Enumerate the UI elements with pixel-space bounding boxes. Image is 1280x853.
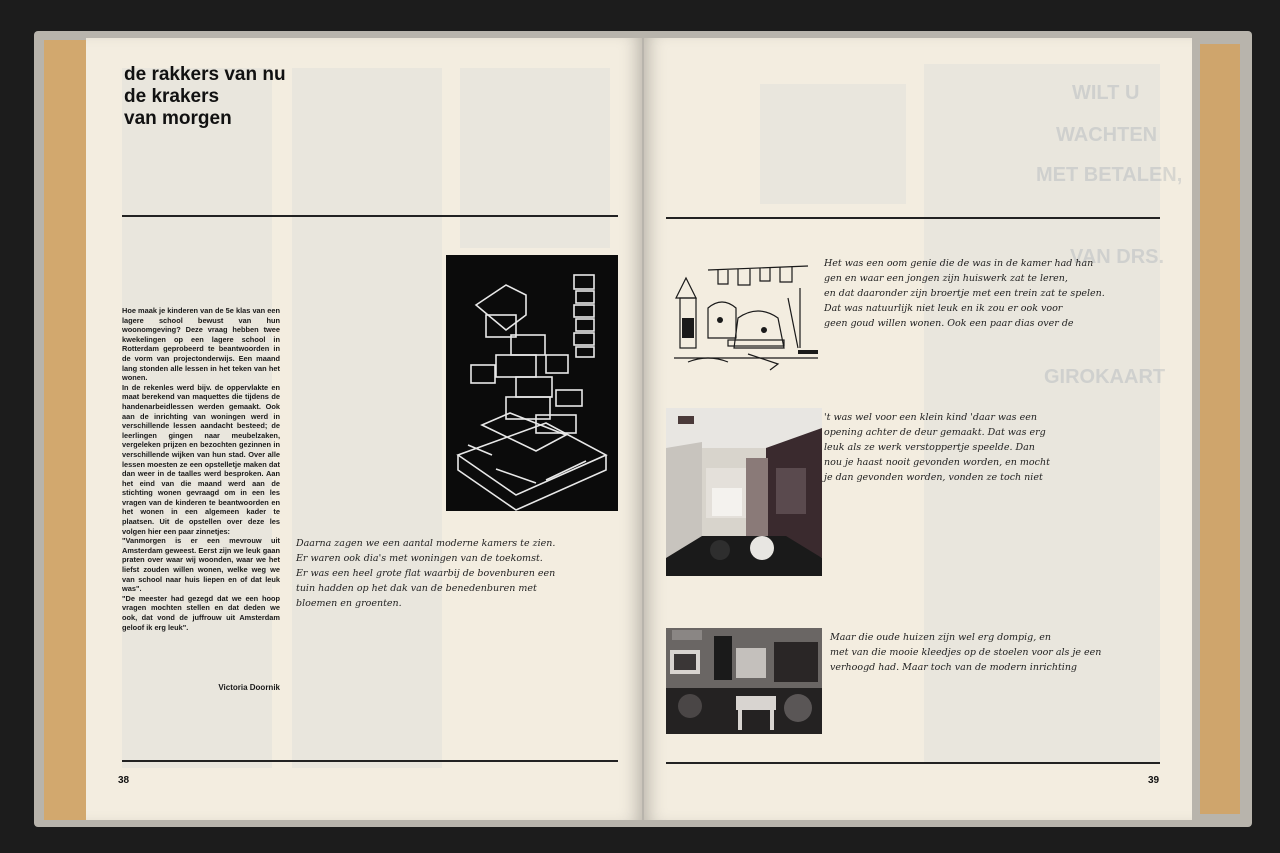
note-line: en dat daaronder zijn broertje met een trein zat te spelen. (824, 288, 1105, 299)
body-paragraph: Hoe maak je kinderen van de 5e klas van een lagere school bewust van hun woonomgeving? Deze vraag hebben twee kwekelingen op een lagere school in Rotterdam geprobeerd te beantwoorden in de vorm van projectonderwijs. Een maand lang stonden alle lessen in het teken van het wonen. (122, 306, 280, 383)
note-line: Het was een oom genie die de was in de kamer had han (824, 258, 1094, 269)
left-page (86, 38, 642, 820)
flat-model-photo (446, 255, 618, 511)
title-line: de rakkers van nu (124, 64, 286, 85)
note-line: met van die mooie kleedjes op de stoelen voor als je een (830, 647, 1102, 658)
caption-line: bloemen en groenten. (296, 598, 402, 609)
laundry-room-drawing (668, 258, 822, 378)
show-through-text: WACHTEN (1056, 124, 1158, 146)
caption-line: Er was een heel grote flat waarbij de bovenburen een (296, 568, 556, 579)
title-line: de krakers (124, 86, 220, 107)
note-line: je dan gevonden worden, vonden ze toch niet (824, 472, 1043, 483)
cover-board-right (1200, 44, 1240, 814)
note-line: opening achter de deur gemaakt. Dat was erg (824, 427, 1046, 438)
show-through-text: MET BETALEN, (1036, 164, 1183, 186)
article-title (124, 64, 384, 130)
note-line: geen goud willen wonen. Ook een paar dias over de (824, 318, 1074, 329)
show-through-text: WILT U (1072, 82, 1140, 104)
note-line: leuk als ze werk verstoppertje speelde. Dan (824, 442, 1035, 453)
right-page (644, 38, 1192, 820)
top-rule (122, 215, 618, 217)
show-through-text: GIROKAART (1044, 366, 1166, 388)
page-number-right: 39 (1148, 775, 1160, 786)
cover-board-left (44, 40, 92, 820)
note-line: gen en waar een jongen zijn huiswerk zat te leren, (824, 273, 1068, 284)
show-through-column (460, 68, 610, 248)
handwritten-note-1 (824, 256, 1105, 331)
handwritten-note-2 (824, 410, 1050, 485)
note-line: 't was wel voor een klein kind 'daar was een (824, 412, 1037, 423)
body-paragraph: "Vanmorgen is er een mevrouw uit Amsterdam geweest. Eerst zijn we leuk gaan praten over waar wij woonden, waar we het liefst zouden willen wonen, welke weg we van school naar huis liepen en of dat leuk was". (122, 536, 280, 594)
top-rule (666, 217, 1160, 219)
modern-interior-photo (666, 408, 822, 576)
old-interior-photo (666, 628, 822, 734)
bottom-rule (666, 762, 1160, 764)
note-line: Maar die oude huizen zijn wel erg dompig, en (830, 632, 1051, 643)
caption-line: Daarna zagen we een aantal moderne kamers te zien. (296, 538, 556, 549)
body-paragraph: In de rekenles werd bijv. de oppervlakte en maat berekend van maquettes die tijdens de handenarbeidlessen werden gemaakt. Ook aan de inrichting van woningen werd in verschillende lessen aandacht besteed; de leerlingen gingen naar meubelzaken, vergeleken prijzen en bezochten gezinnen in verschillende wijken van hun stad. Over alle lessen moesten ze een opstelletje maken dat dan weer in de taalles werd besproken. Aan het eind van die maand werd aan de stichting wonen gevraagd om in een les vragen van de kinderen te beantwoorden en het wonen in een algemeen kader te plaatsen. Uit de opstellen over deze les volgen hier een paar zinnetjes: (122, 382, 280, 536)
body-paragraph: "De meester had gezegd dat we een hoop vragen mochten stellen en dat deden we ook, dat vond de juffrouw uit Amsterdam geloof ik erg leuk". (122, 593, 280, 632)
handwritten-note-3 (830, 630, 1101, 675)
author-name: Victoria Doornik (218, 683, 280, 692)
note-line: Dat was natuurlijk niet leuk en ik zou er ook voor (824, 303, 1063, 314)
show-through-column (292, 68, 442, 768)
show-through-text: VAN DRS. (1070, 246, 1165, 268)
article-body (122, 306, 280, 632)
caption-line: Er waren ook dia's met woningen van de toekomst. (296, 553, 543, 564)
page-number-left: 38 (118, 775, 130, 786)
bottom-rule (122, 760, 618, 762)
show-through-block (760, 84, 906, 204)
caption-line: tuin hadden op het dak van de benedenburen met (296, 583, 537, 594)
note-line: nou je haast nooit gevonden worden, en mocht (824, 457, 1050, 468)
note-line: verhoogd had. Maar toch van de modern inrichting (830, 662, 1078, 673)
handwritten-caption (296, 536, 555, 611)
title-line: van morgen (124, 108, 232, 129)
